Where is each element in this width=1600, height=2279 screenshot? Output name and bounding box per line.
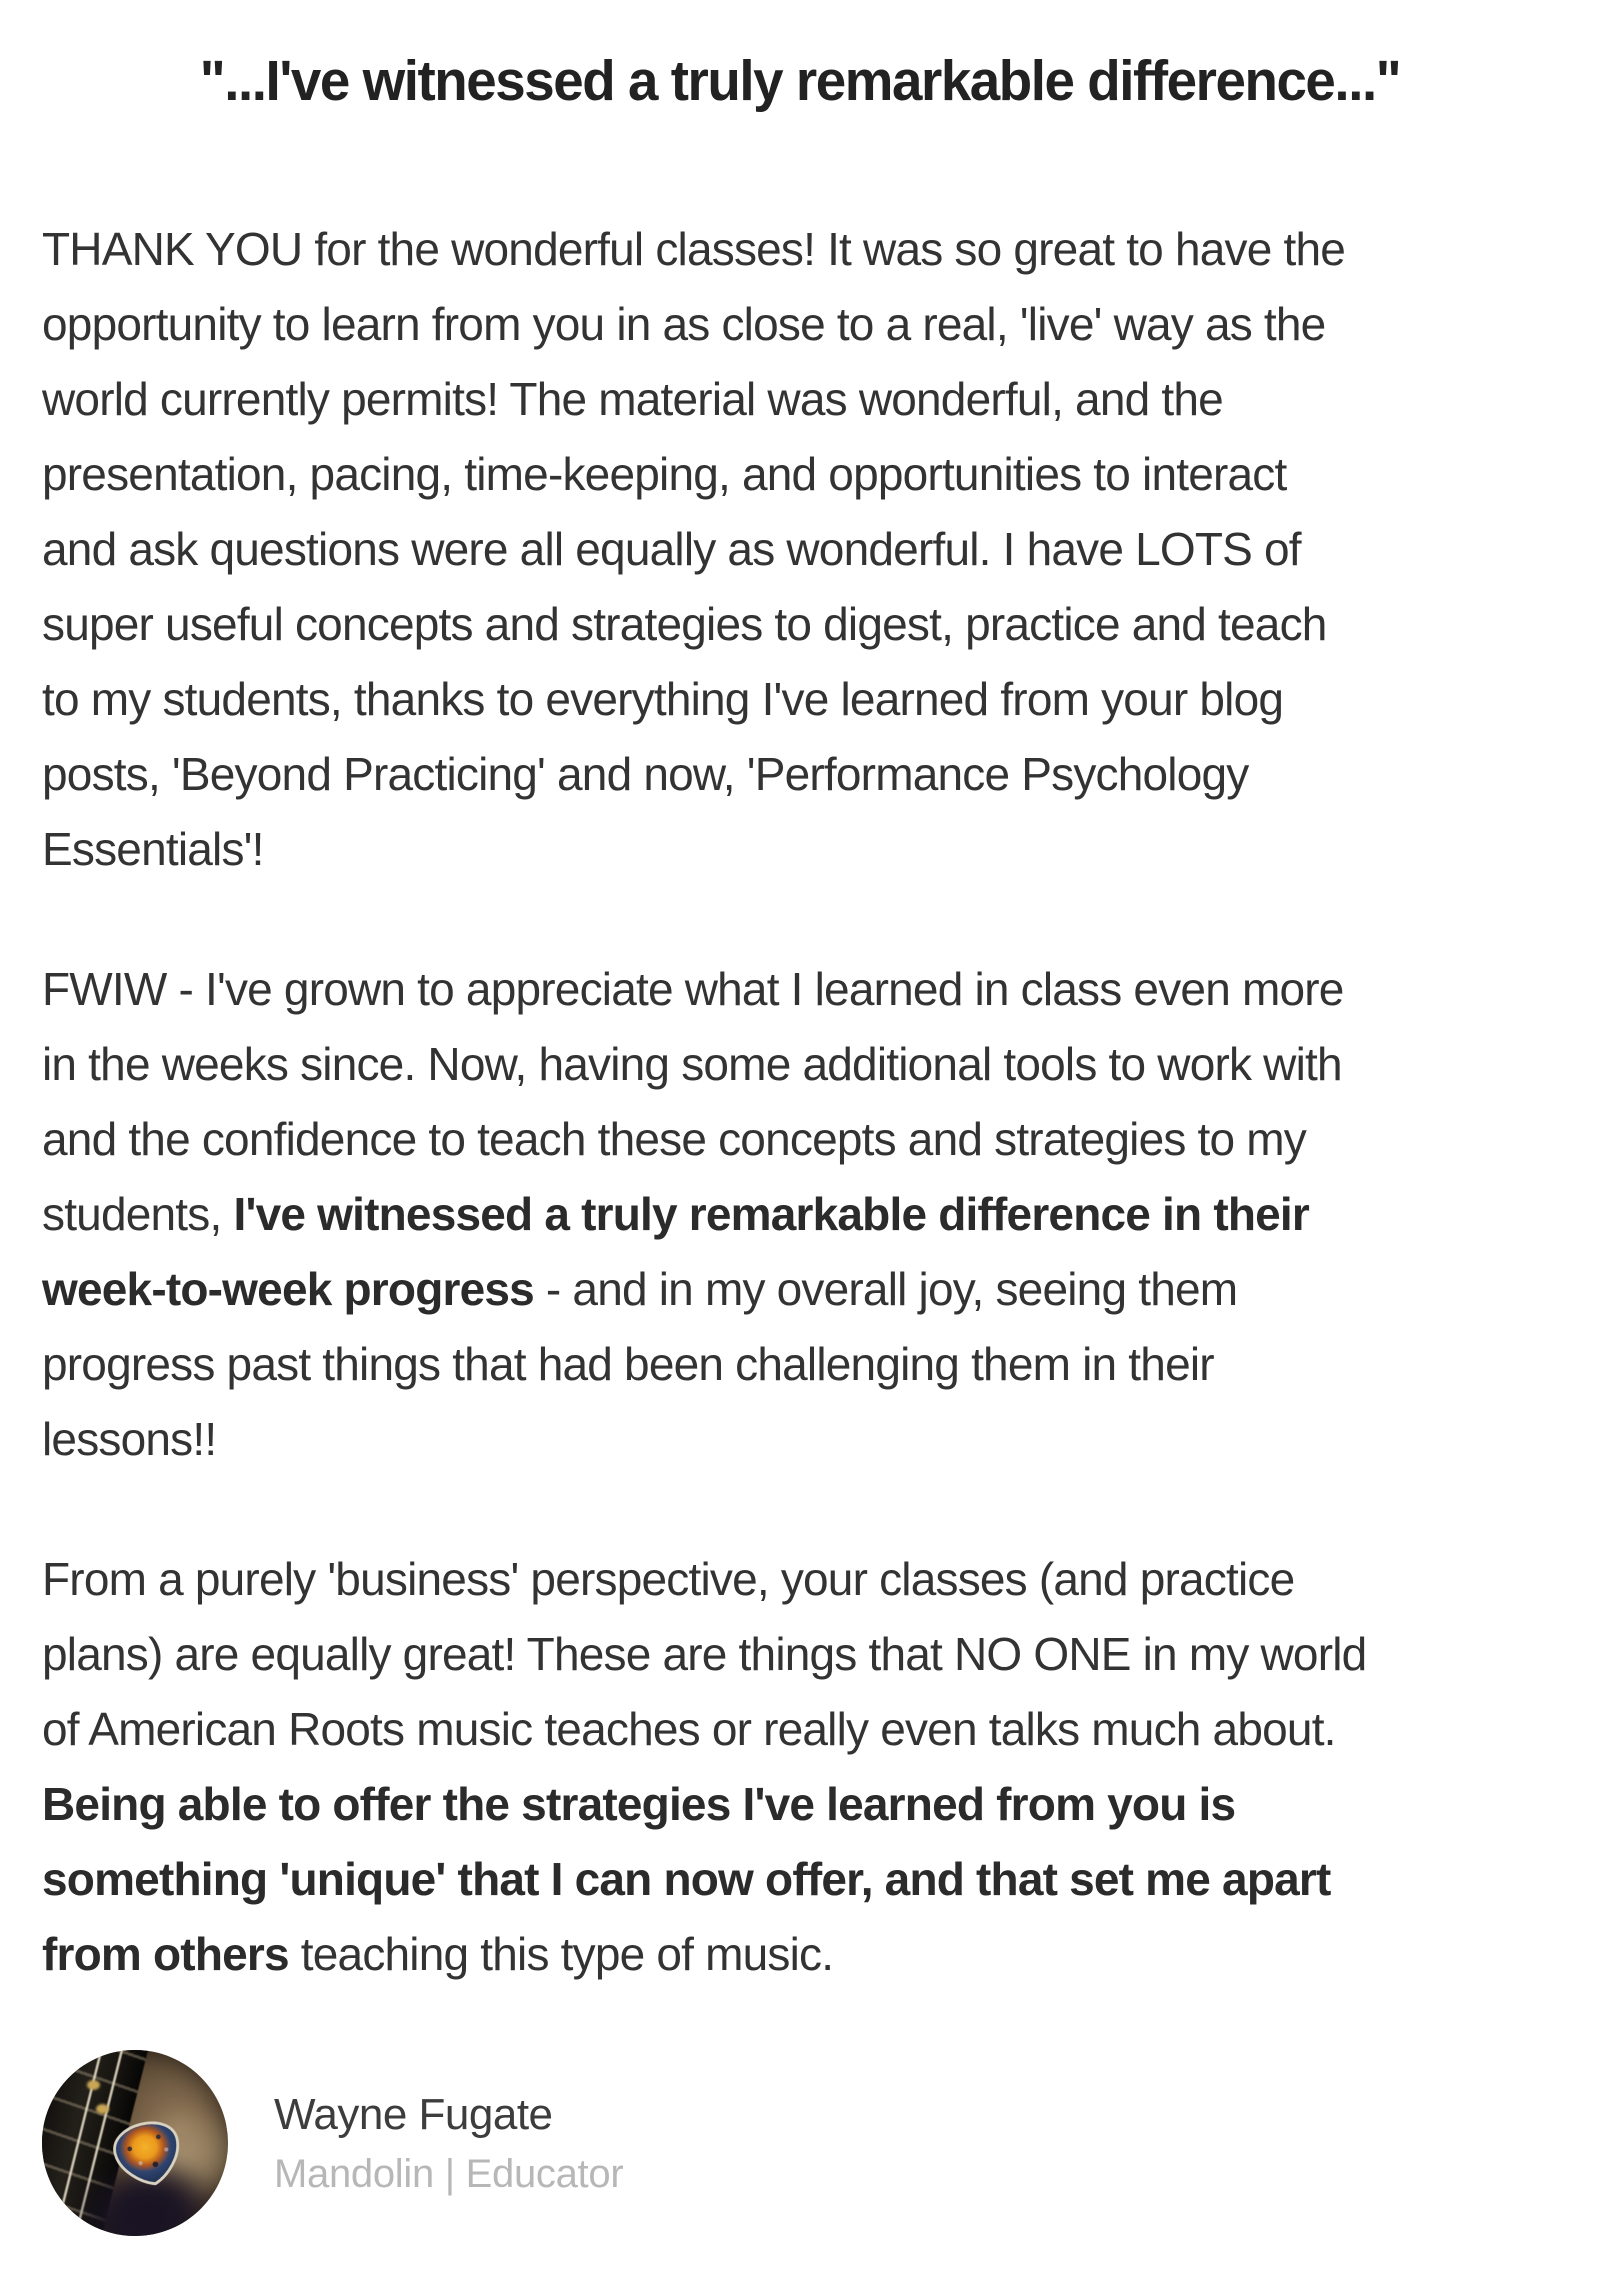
text-segment: plans) are equally great! These are things that NO ONE in my world bbox=[42, 1628, 1367, 1680]
text-line bbox=[42, 1842, 1558, 1917]
text-line bbox=[42, 212, 1558, 287]
text-line bbox=[42, 362, 1558, 437]
text-line bbox=[42, 1102, 1558, 1177]
bold-text-segment: week-to-week progress bbox=[42, 1263, 534, 1315]
text-segment: opportunity to learn from you in as close to a real, 'live' way as the bbox=[42, 298, 1326, 350]
text-line bbox=[42, 1767, 1558, 1842]
text-line bbox=[42, 812, 1558, 887]
text-segment: teaching this type of music. bbox=[288, 1928, 834, 1980]
text-segment: THANK YOU for the wonderful classes! It was so great to have the bbox=[42, 223, 1346, 275]
text-line bbox=[42, 662, 1558, 737]
text-segment: progress past things that had been challenging them in their bbox=[42, 1338, 1214, 1390]
testimonial-body bbox=[42, 212, 1558, 1992]
text-segment: and ask questions were all equally as wonderful. I have LOTS of bbox=[42, 523, 1301, 575]
text-line bbox=[42, 587, 1558, 662]
bold-text-segment: I've witnessed a truly remarkable difference in their bbox=[233, 1188, 1309, 1240]
text-segment: - and in my overall joy, seeing them bbox=[533, 1263, 1238, 1315]
author-info bbox=[274, 2091, 623, 2196]
bold-text-segment: something 'unique' that I can now offer, and that set me apart bbox=[42, 1853, 1331, 1905]
testimonial-heading: "...I've witnessed a truly remarkable difference..." bbox=[199, 49, 1401, 113]
author-name: Wayne Fugate bbox=[274, 2089, 553, 2139]
avatar-tuner-dot bbox=[87, 2080, 100, 2090]
text-segment: students, bbox=[42, 1188, 234, 1240]
text-segment: posts, 'Beyond Practicing' and now, 'Performance Psychology bbox=[42, 748, 1249, 800]
paragraph bbox=[42, 212, 1558, 887]
text-line bbox=[42, 1402, 1558, 1477]
text-segment: Essentials'! bbox=[42, 823, 264, 875]
text-line bbox=[42, 952, 1558, 1027]
text-segment: and the confidence to teach these concepts and strategies to my bbox=[42, 1113, 1306, 1165]
bold-text-segment: Being able to offer the strategies I've learned from you is bbox=[42, 1778, 1236, 1830]
text-segment: of American Roots music teaches or really even talks much about. bbox=[42, 1703, 1336, 1755]
text-line bbox=[42, 1917, 1558, 1992]
text-segment: From a purely 'business' perspective, your classes (and practice bbox=[42, 1553, 1295, 1605]
text-line bbox=[42, 512, 1558, 587]
text-line bbox=[42, 1617, 1558, 1692]
text-line bbox=[42, 737, 1558, 812]
text-line bbox=[42, 287, 1558, 362]
text-segment: lessons!! bbox=[42, 1413, 217, 1465]
text-line bbox=[42, 437, 1558, 512]
text-line bbox=[42, 1177, 1558, 1252]
paragraph bbox=[42, 1542, 1558, 1992]
text-segment: to my students, thanks to everything I've learned from your blog bbox=[42, 673, 1284, 725]
text-line bbox=[42, 1327, 1558, 1402]
text-segment: super useful concepts and strategies to digest, practice and teach bbox=[42, 598, 1327, 650]
text-line bbox=[42, 1252, 1558, 1327]
author-avatar bbox=[42, 2050, 228, 2236]
text-line bbox=[42, 1542, 1558, 1617]
paragraph bbox=[42, 952, 1558, 1477]
text-line bbox=[42, 1027, 1558, 1102]
text-segment: presentation, pacing, time-keeping, and opportunities to interact bbox=[42, 448, 1287, 500]
author-footer bbox=[42, 2050, 1558, 2236]
text-segment: FWIW - I've grown to appreciate what I learned in class even more bbox=[42, 963, 1344, 1015]
text-segment: world currently permits! The material was wonderful, and the bbox=[42, 373, 1223, 425]
author-role: Mandolin | Educator bbox=[274, 2151, 624, 2196]
text-segment: in the weeks since. Now, having some additional tools to work with bbox=[42, 1038, 1342, 1090]
bold-text-segment: from others bbox=[42, 1928, 289, 1980]
avatar-tuner-dot bbox=[96, 2104, 109, 2114]
text-line bbox=[42, 1692, 1558, 1767]
